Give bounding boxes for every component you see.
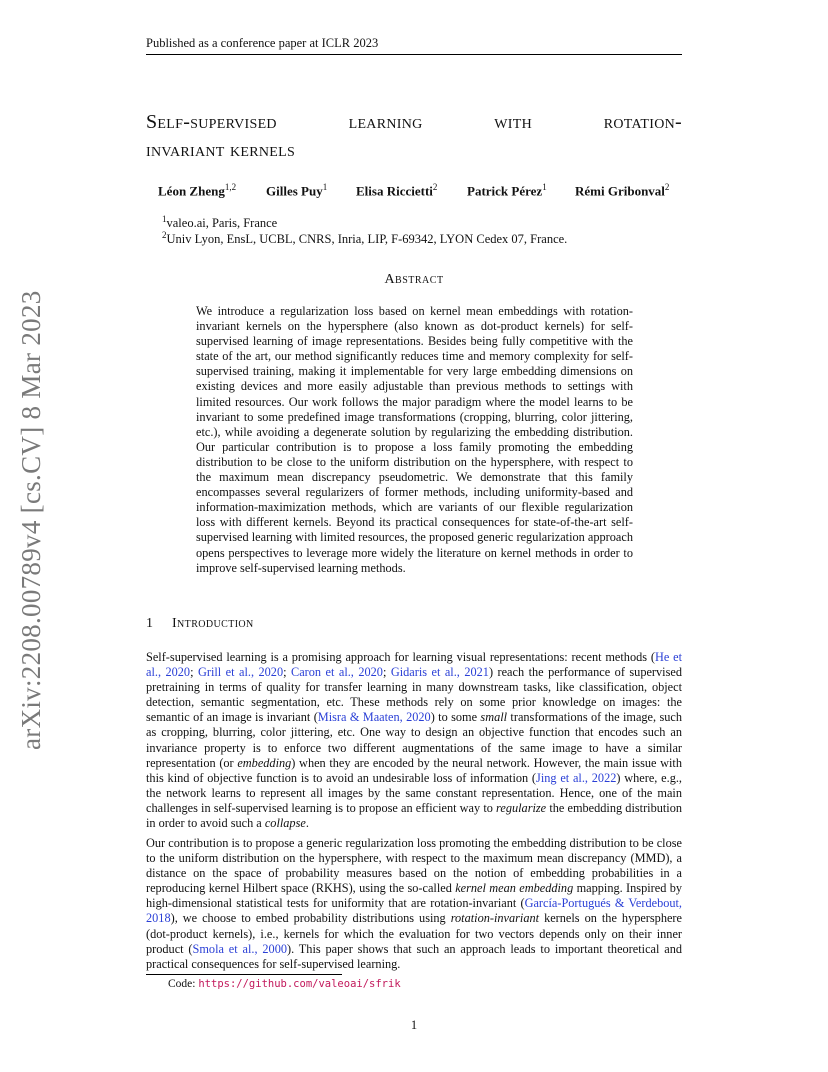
- paper-title-line1: Self-supervised learning with rotation-: [146, 111, 682, 133]
- section-heading-introduction: [146, 616, 254, 632]
- arxiv-identifier-stamp: arXiv:2208.00789v4 [cs.CV] 8 Mar 2023: [16, 290, 46, 750]
- author-2: Gilles Puy$^1$: [266, 182, 328, 199]
- citation-link[interactable]: He et al., 2020: [146, 650, 682, 680]
- author-5: Rémi Gribonval$^2$: [575, 182, 670, 199]
- running-header: Published as a conference paper at ICLR 2023: [146, 36, 379, 50]
- section-title: Introduction: [172, 616, 254, 631]
- author-1: Léon Zheng$^{1,2}$: [158, 182, 237, 199]
- footnote-rule: [146, 974, 342, 975]
- citation-link[interactable]: Misra & Maaten, 2020: [317, 710, 431, 725]
- abstract-body: We introduce a regularization loss based on kernel mean embeddings with rotation-invariant kernels on the hypersphere (also known as dot-product kernels) for self-supervised learning of image representations. Besides being fully competitive with the state of the art, our method significantly reduces time and memory complexity for self-supervised training, making it implementable for very large embedding dimensions on existing devices and more easily adjustable than previous methods to settings with limited resources. Our work follows the major paradigm where the model learns to be invariant to some predefined image transformations (cropping, blurring, color jittering, etc.), while avoiding a degenerate solution by regularizing the embedding distribution. Our particular contribution is to propose a loss family promoting the embedding distribution to be close to the uniform distribution on the hypersphere, with respect to the maximum mean discrepancy pseudometric. We demonstrate that this family encompasses several regularizers of former methods, including uniformity-based and information-maximization methods, which are variants of our flexible regularization loss with different kernels. Beyond its practical consequences for state-of-the-art self-supervised learning with limited resources, the proposed generic regularization approach opens perspectives to leverage more widely the literature on kernel methods in order to improve self-supervised learning methods.: [196, 304, 633, 575]
- abstract-heading: Abstract: [384, 272, 444, 287]
- page-number: 1: [410, 1018, 418, 1032]
- code-url-link[interactable]: https://github.com/valeoai/sfrik: [198, 978, 401, 990]
- paper-title-line2: invariant kernels: [146, 139, 296, 161]
- intro-paragraph-1: Self-supervised learning is a promising approach for learning visual representations: recent methods (He et al., 2020; Grill et al., 2020; Caron et al., 2020; Gidaris et al., 2021) reach the performance of supervised pretraining in terms of quality for transfer learning in many downstream tasks, like classification, object detection, semantic segmentation, etc. These methods rely on some prior knowledge on images: the semantic of an image is invariant (Misra & Maaten, 2020) to some small transformations of the image, such as cropping, blurring, color jittering, etc. One way to design an objective function that encodes such an invariance property is to enforce two different augmentations of the same image to have a similar representation (or embedding) when they are encoded by the neural network. However, the main issue with this kind of objective function is to avoid an undesirable loss of information (Jing et al., 2022) where, e.g., the network learns to represent all images by the same constant representation. Hence, one of the main challenges in self-supervised learning is to propose an efficient way to regularize the embedding distribution in order to avoid such a collapse.: [146, 650, 683, 831]
- header-rule: [146, 54, 682, 55]
- citation-link[interactable]: Caron et al., 2020: [291, 665, 383, 680]
- citation-link[interactable]: Grill et al., 2020: [197, 665, 284, 680]
- footnote-label: Code:: [168, 978, 199, 990]
- citation-link[interactable]: Gidaris et al., 2021: [390, 665, 489, 680]
- affiliation-1: $^1$valeo.ai, Paris, France: [162, 214, 278, 231]
- citation-link[interactable]: Smola et al., 2000: [192, 941, 287, 956]
- author-3: Elisa Riccietti$^2$: [356, 182, 438, 199]
- author-4: Patrick Pérez$^1$: [467, 182, 547, 199]
- intro-paragraph-2: Our contribution is to propose a generic regularization loss promoting the embedding distribution to be close to the uniform distribution on the hypersphere, with respect to the maximum mean discrepancy (MMD), a distance on the space of probability measures based on the notion of embedding probabilities in a reproducing kernel Hilbert space (RKHS), using the so-called kernel mean embedding mapping. Inspired by high-dimensional statistical tests for uniformity that are rotation-invariant (García-Portugués & Verdebout, 2018), we choose to embed probability distributions using rotation-invariant kernels on the hypersphere (dot-product kernels), i.e., kernels for which the evaluation for two vectors depends only on their inner product (Smola et al., 2000). This paper shows that such an approach leads to important theoretical and practical consequences for self-supervised learning.: [146, 836, 683, 971]
- citation-link[interactable]: Jing et al., 2022: [536, 770, 617, 785]
- section-number: 1: [146, 616, 154, 631]
- affiliation-2: $^2$Univ Lyon, EnsL, UCBL, CNRS, Inria, LIP, F-69342, LYON Cedex 07, France.: [162, 230, 568, 247]
- footnote-code: [168, 978, 401, 990]
- citation-link[interactable]: García-Portugués & Verdebout, 2018: [146, 896, 682, 926]
